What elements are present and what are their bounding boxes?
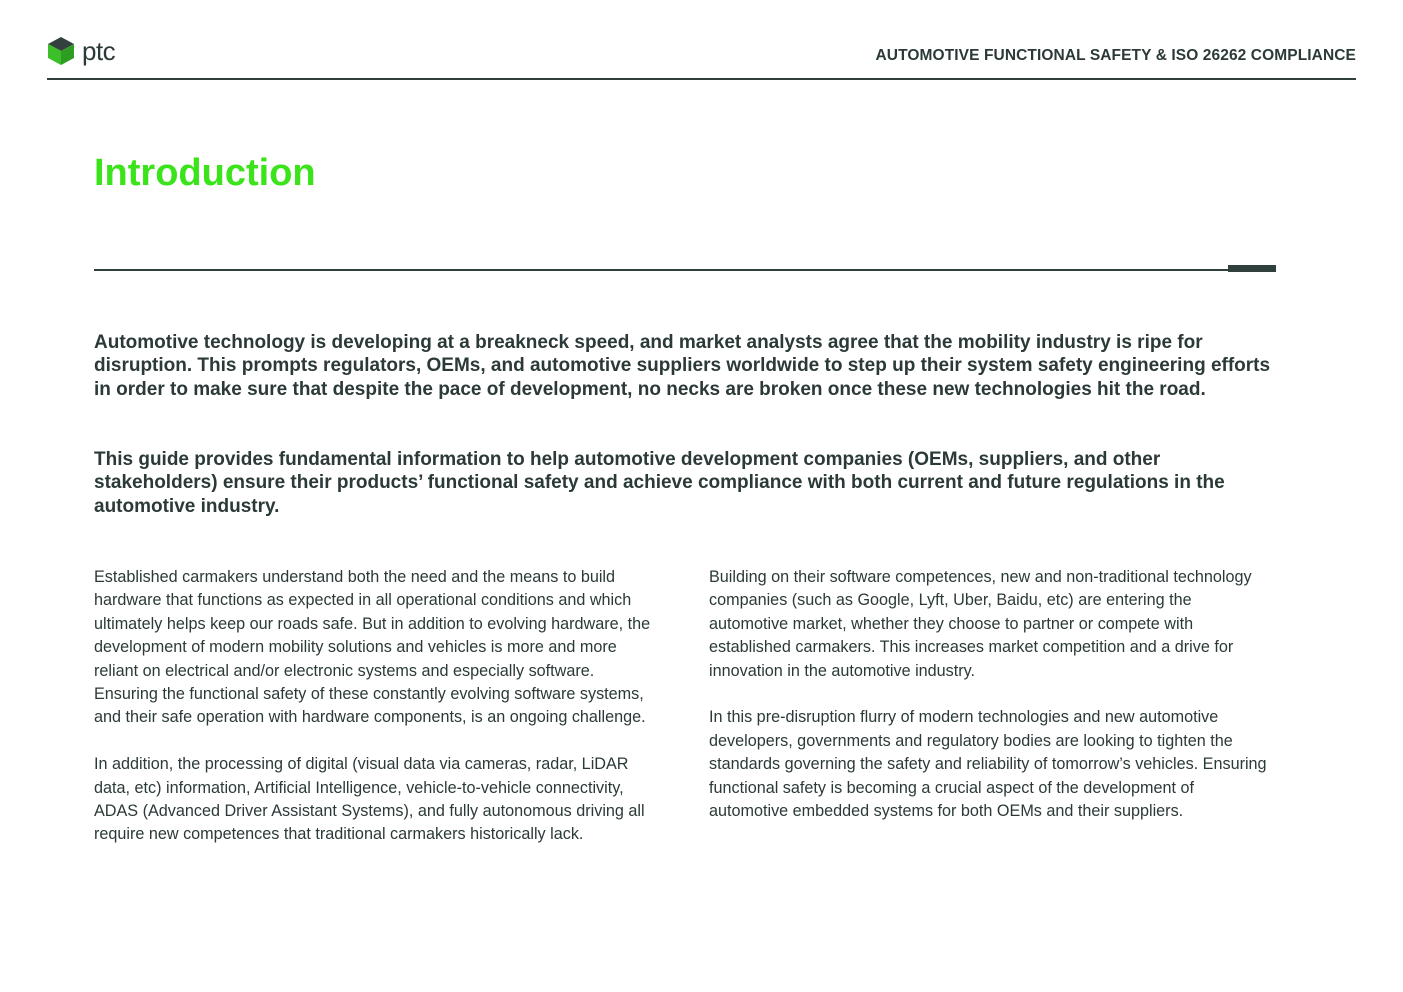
- body-column-left: [94, 566, 659, 870]
- document-title: AUTOMOTIVE FUNCTIONAL SAFETY & ISO 26262 COMPLIANCE: [875, 47, 1356, 64]
- page-title: Introduction: [94, 152, 316, 194]
- logo-wordmark: ptc: [82, 36, 116, 66]
- section-divider: [94, 269, 1228, 271]
- body-paragraph: In this pre-disruption flurry of modern technologies and new automotive developers, governments and regulatory bodies are looking to tighten the standards governing the safety and reliability of tomorrow’s vehicles. Ensuring functional safety is becoming a crucial aspect of the development of automotive embedded systems for both OEMs and their suppliers.: [709, 708, 1267, 821]
- ptc-cube-logo-icon: [47, 36, 75, 66]
- header-divider: [47, 78, 1356, 80]
- body-paragraph: Established carmakers understand both the need and the means to build hardware that functions as expected in all operational conditions and which ultimately helps keep our roads safe. But in addition to evolving hardware, the development of modern mobility solutions and vehicles is more and more reliant on electrical and/or electronic systems and especially software. Ensuring the functional safety of these constantly evolving software systems, and their safe operation with hardware components, is an ongoing challenge.: [94, 568, 651, 727]
- lead-paragraph-1: Automotive technology is developing at a breakneck speed, and market analysts agree that the mobility industry is ripe for disruption. This prompts regulators, OEMs, and automotive suppliers worldwide to step up their system safety engineering efforts in order to make sure that despite the pace of development, no necks are broken once these new technologies hit the road.: [94, 332, 1271, 400]
- body-column-right: [709, 566, 1274, 847]
- page-header: [47, 32, 1356, 80]
- body-paragraph: In addition, the processing of digital (visual data via cameras, radar, LiDAR data, etc) information, Artificial Intelligence, vehicle-to-vehicle connectivity, ADAS (Advanced Driver Assistant Systems), and fully autonomous driving all require new competences that traditional carmakers historically lack.: [94, 755, 645, 844]
- section-divider-accent: [1228, 265, 1276, 272]
- body-paragraph: Building on their software competences, new and non-traditional technology companies (such as Google, Lyft, Uber, Baidu, etc) are entering the automotive market, whether they choose to partner or compete with established carmakers. This increases market competition and a drive for innovation in the automotive industry.: [709, 568, 1252, 680]
- lead-paragraph-2: This guide provides fundamental information to help automotive development companies (OEMs, suppliers, and other stakeholders) ensure their products’ functional safety and achieve compliance with both current and future regulations in the automotive industry.: [94, 449, 1225, 517]
- ptc-logo: [47, 36, 115, 66]
